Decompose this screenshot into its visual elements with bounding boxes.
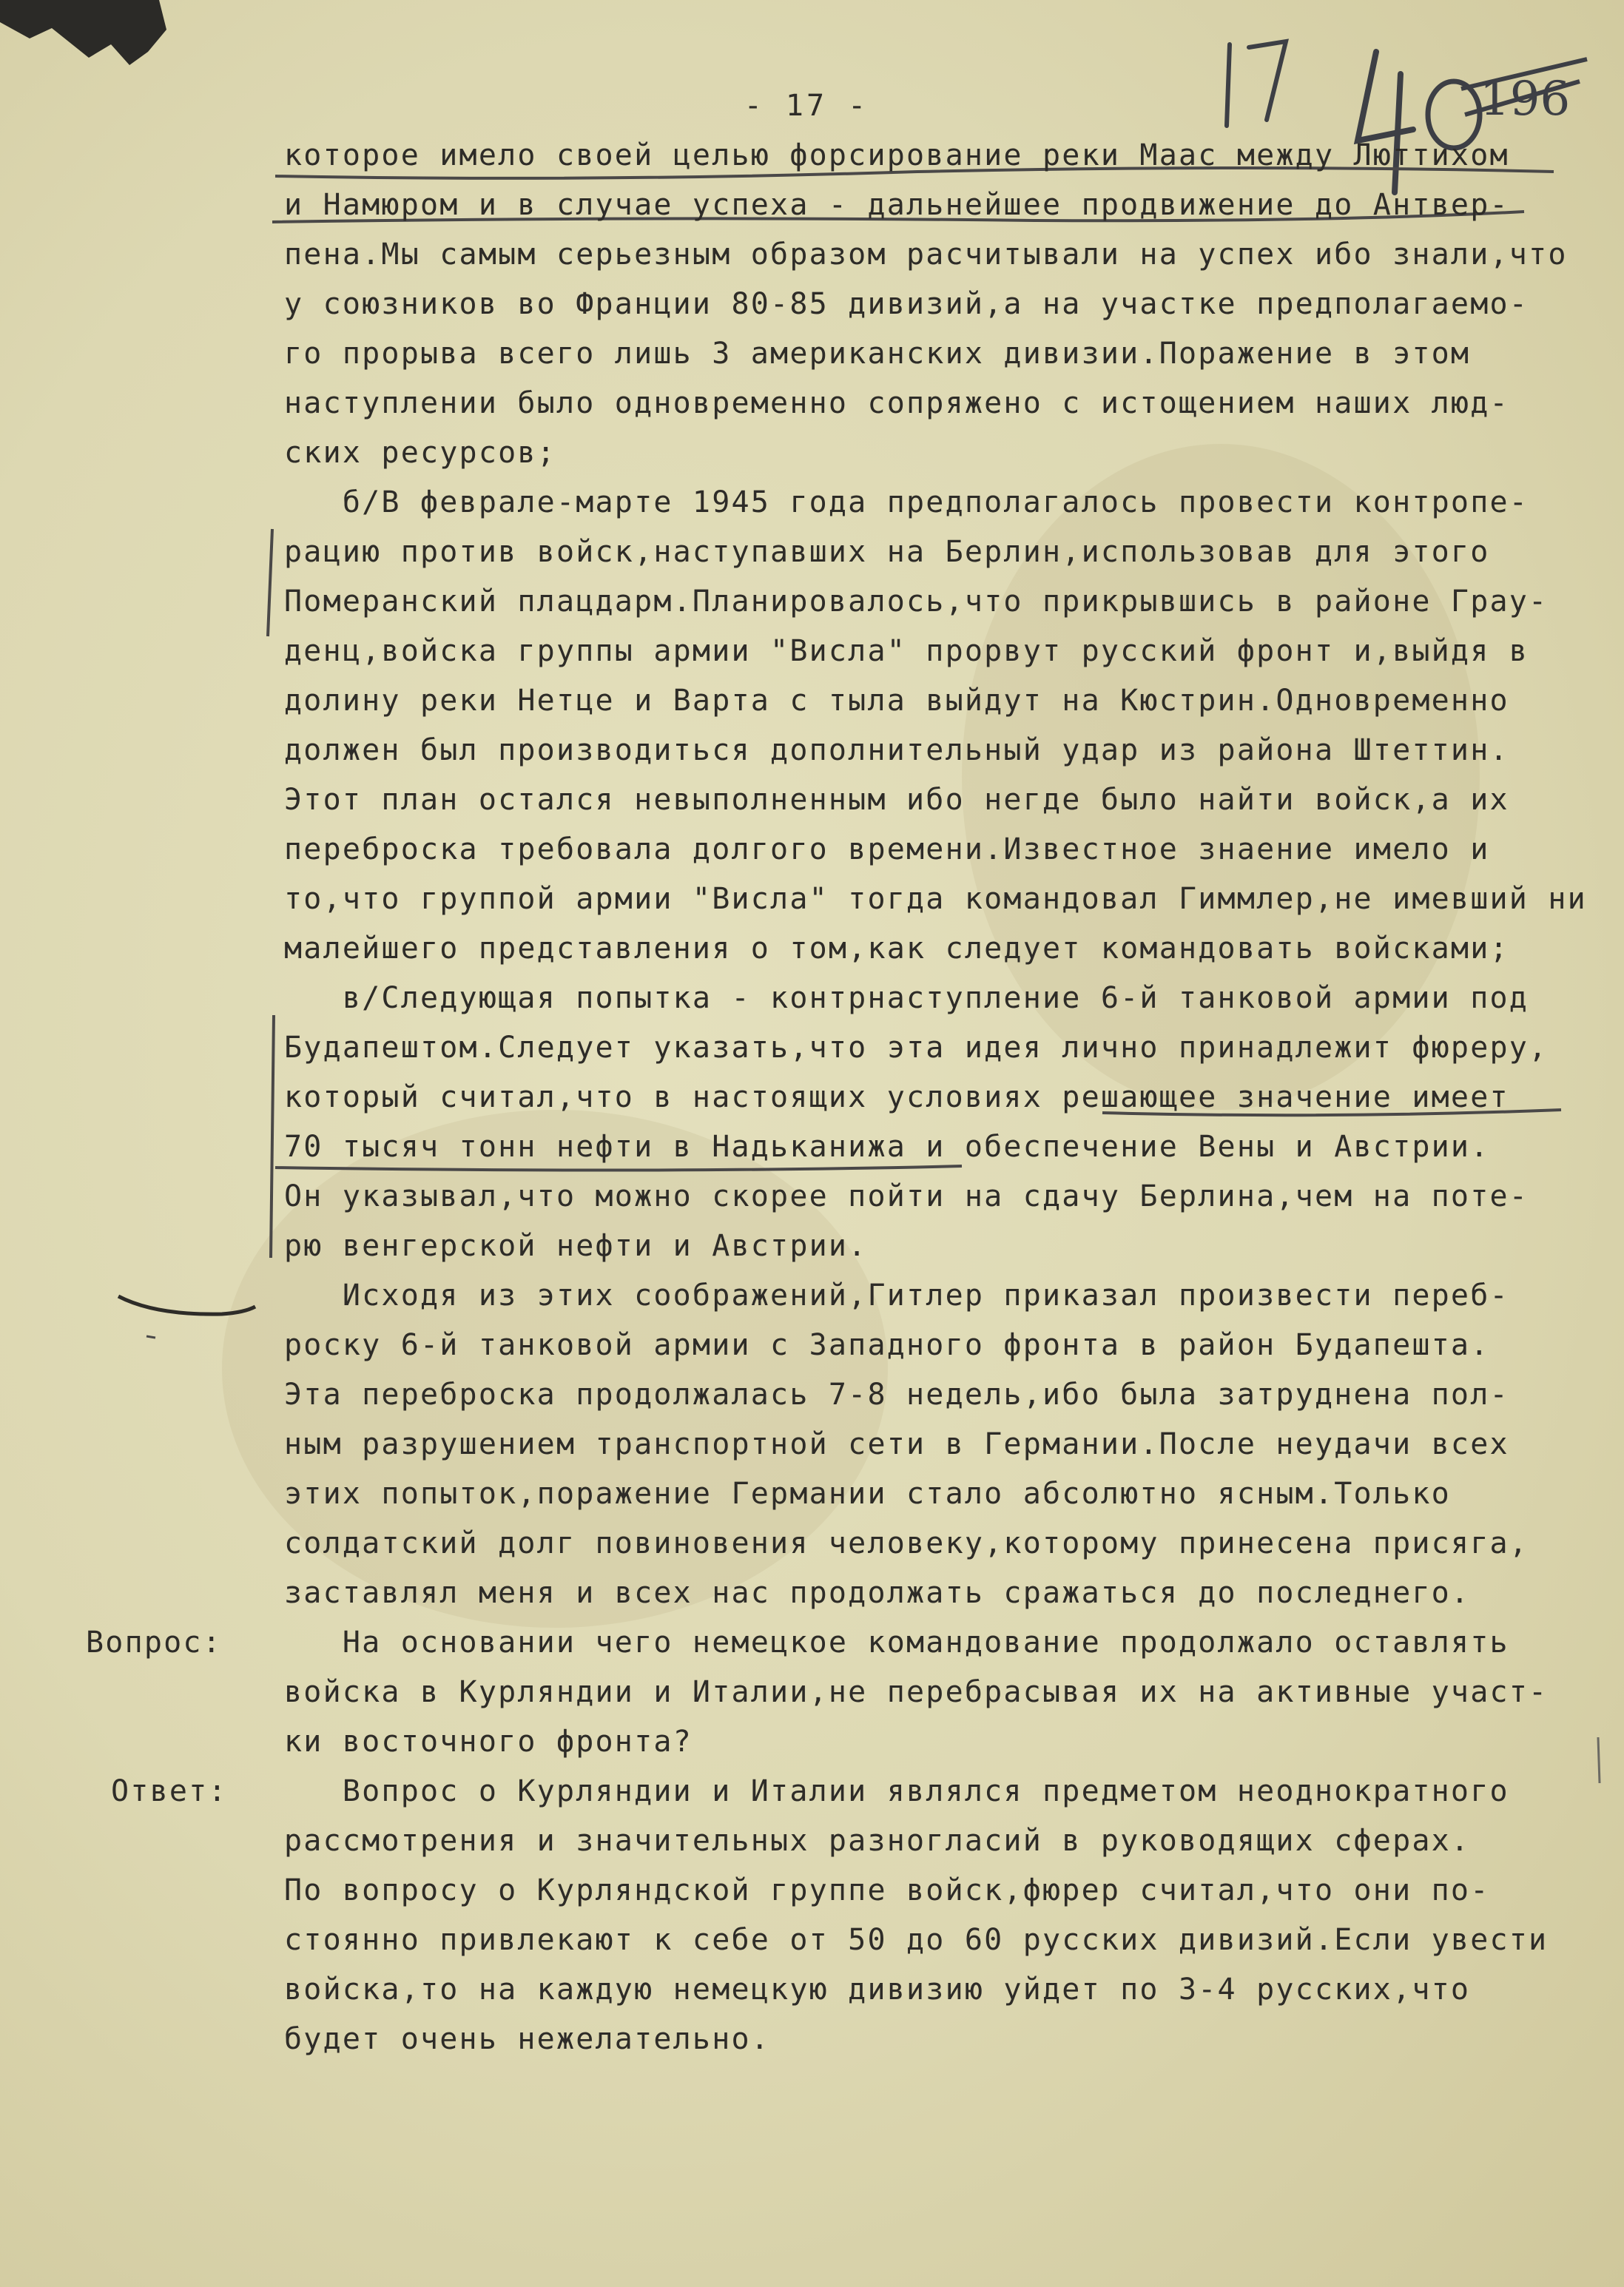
body-line: этих попыток,поражение Германии стало абсолютно ясным.Только: [284, 1477, 1451, 1511]
answer-label: Ответ:: [111, 1774, 228, 1808]
body-line: рю венгерской нефти и Австрии.: [284, 1229, 868, 1263]
question-line: На основании чего немецкое командование продолжало оставлять: [284, 1626, 1509, 1660]
margin-dot-mark: [146, 1336, 155, 1338]
body-line: должен был производиться дополнительный удар из района Штеттин.: [284, 733, 1509, 767]
body-line: го прорыва всего лишь 3 американских дивизии.Поражение в этом: [284, 337, 1471, 371]
body-line: роску 6-й танковой армии с Западного фронта в район Будапешта.: [284, 1328, 1490, 1362]
answer-line: Вопрос о Курляндии и Италии являлся предметом неоднократного: [284, 1774, 1509, 1808]
body-line: Будапештом.Следует указать,что эта идея лично принадлежит фюреру,: [284, 1031, 1549, 1065]
body-line: солдатский долг повиновения человеку,которому принесена присяга,: [284, 1526, 1529, 1560]
body-line: ным разрушением транспортной сети в Германии.После неудачи всех: [284, 1427, 1509, 1461]
question-line: ки восточного фронта?: [284, 1725, 693, 1759]
body-line: в/Следующая попытка - контрнаступление 6-й танковой армии под: [284, 981, 1529, 1015]
body-line: рацию против войск,наступавших на Берлин,использовав для этого: [284, 535, 1490, 569]
body-line: пена.Мы самым серьезным образом расчитывали на успех ибо знали,что: [284, 238, 1568, 272]
body-line: Померанский плацдарм.Планировалось,что прикрывшись в районе Грау-: [284, 585, 1549, 619]
answer-line: будет очень нежелательно.: [284, 2022, 771, 2056]
body-line: переброска требовала долгого времени.Известное знаение имело и: [284, 832, 1490, 866]
body-line: Исходя из этих соображений,Гитлер приказал произвести переб-: [284, 1279, 1509, 1313]
body-line: долину реки Нетце и Варта с тыла выйдут на Кюстрин.Одновременно: [284, 684, 1509, 718]
body-line: Эта переброска продолжалась 7-8 недель,ибо была затруднена пол-: [284, 1378, 1509, 1412]
answer-line: стоянно привлекают к себе от 50 до 60 русских дивизий.Если увести: [284, 1923, 1549, 1957]
svg-text:196: 196: [1480, 72, 1571, 127]
body-line: ских ресурсов;: [284, 436, 556, 470]
body-line: Этот план остался невыполненным ибо негде было найти войск,а их: [284, 783, 1509, 817]
body-line: Он указывал,что можно скорее пойти на сдачу Берлина,чем на поте-: [284, 1179, 1529, 1213]
body-line: и Намюром и в случае успеха - дальнейшее продвижение до Антвер-: [284, 188, 1509, 222]
body-line: у союзников во Франции 80-85 дивизий,а на участке предполагаемо-: [284, 287, 1529, 321]
document-body: [284, 0, 1601, 2056]
margin-stroke-mark: [1598, 1737, 1600, 1783]
body-line: который считал,что в настоящих условиях решающее значение имеет: [284, 1080, 1509, 1114]
page-number: - 17 -: [744, 89, 869, 123]
question-label: Вопрос:: [86, 1626, 222, 1660]
body-line: 70 тысяч тонн нефти в Надьканижа и обеспечение Вены и Австрии.: [284, 1130, 1490, 1164]
torn-corner-mark: [0, 0, 178, 67]
body-line: малейшего представления о том,как следует командовать войсками;: [284, 932, 1509, 966]
answer-line: По вопросу о Курляндской группе войск,фюрер считал,что они по-: [284, 1873, 1490, 1907]
margin-bracket-mark: [271, 1015, 274, 1258]
body-line: то,что группой армии "Висла" тогда командовал Гиммлер,не имевший ни: [284, 882, 1587, 916]
body-line: наступлении было одновременно сопряжено с истощением наших люд-: [284, 386, 1509, 420]
question-line: войска в Курляндии и Италии,не перебрасывая их на активные участ-: [284, 1675, 1549, 1709]
body-line: б/В феврале-марте 1945 года предполагалось провести контропе-: [284, 485, 1529, 519]
body-line: которое имело своей целью форсирование реки Маас между Люттихом: [284, 138, 1509, 172]
body-line: заставлял меня и всех нас продолжать сражаться до последнего.: [284, 1576, 1471, 1610]
answer-line: рассмотрения и значительных разногласий в руководящих сферах.: [284, 1824, 1471, 1858]
margin-bracket-mark: [268, 529, 272, 636]
body-line: денц,войска группы армии "Висла" прорвут русский фронт и,выйдя в: [284, 634, 1529, 668]
answer-line: войска,то на каждую немецкую дивизию уйдет по 3-4 русских,что: [284, 1973, 1471, 2007]
